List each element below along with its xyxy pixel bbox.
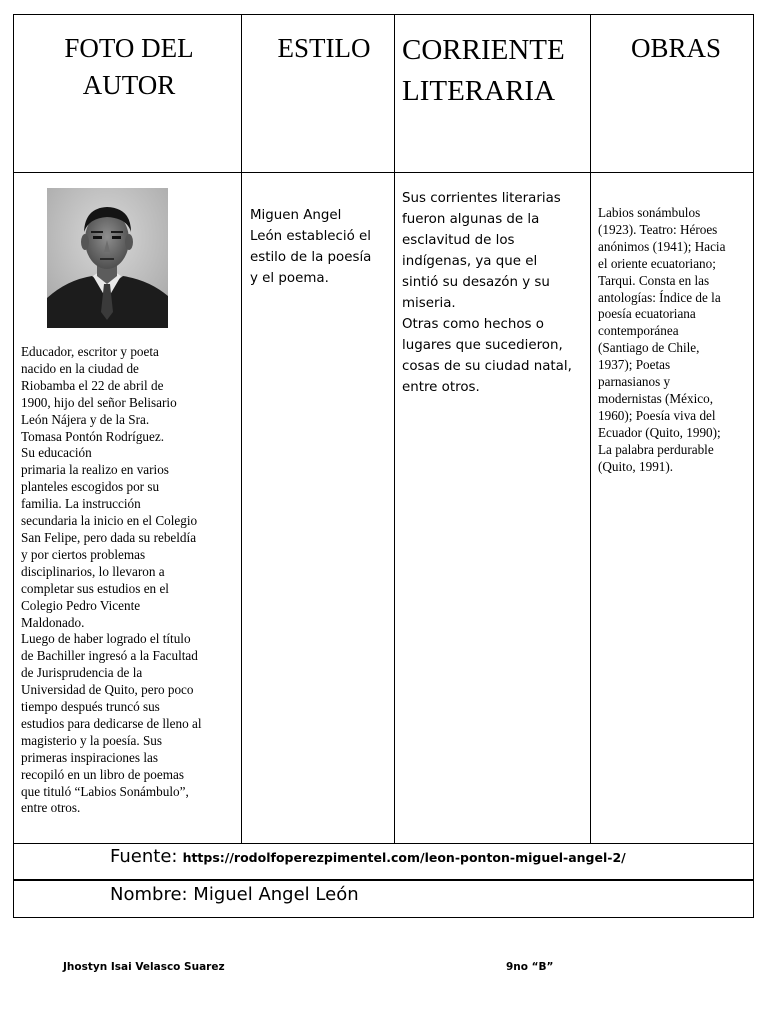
row-divider (14, 879, 753, 881)
column-divider (241, 15, 242, 843)
student-name: Jhostyn Isai Velasco Suarez (63, 961, 225, 973)
author-portrait-image (47, 188, 168, 328)
estilo-description: Miguen Angel León estableció el estilo de la poesía y el poema. (250, 208, 372, 286)
column-divider (590, 15, 591, 843)
header-corriente-literaria: CORRIENTE LITERARIA (402, 34, 565, 107)
source-link[interactable]: https://rodolfoperezpimentel.com/leon-ponton-miguel-angel-2/ (182, 850, 626, 865)
header-estilo: ESTILO (277, 33, 371, 63)
row-divider (14, 172, 753, 173)
author-name: Nombre: Miguel Angel León (110, 884, 359, 905)
obras-list: Labios sonámbulos (1923). Teatro: Héroes anónimos (1941); Hacia el oriente ecuatoriano; Tarqui. Consta en las antologías: Índice de la poesía ecuatoriana contemporánea (Santiago de Chile, 1937); Poetas parnasianos y modernistas (México, 1960); Poesía viva del Ecuador (Quito, 1990); La palabra perdurable (Quito, 1991). (598, 205, 726, 474)
column-divider (394, 15, 395, 843)
header-foto-del-autor: FOTO DEL AUTOR (64, 33, 194, 100)
author-biography: Educador, escritor y poeta nacido en la ciudad de Riobamba el 22 de abril de 1900, hijo del señor Belisario León Nájera y de la Sra. Tomasa Pontón Rodríguez. Su educación primaria la realizo en varios planteles escogidos por su familia. La instrucción secundaria la inicio en el Colegio San Felipe, pero dada su rebeldía y por ciertos problemas disciplinarios, lo llevaron a completar sus estudios en el Colegio Pedro Vicente Maldonado. Luego de haber logrado el título de Bachiller ingresó a la Facultad de Jurisprudencia de la Universidad de Quito, pero poco tiempo después truncó sus estudios para dedicarse de lleno al magisterio y la poesía. Sus primeras inspiraciones las recopiló en un libro de poemas que tituló “Labios Sonámbulo”, entre otros. (21, 344, 202, 816)
author-photo (47, 188, 168, 328)
source-row (110, 846, 626, 867)
source-label: Fuente: (110, 846, 178, 867)
corriente-description: Sus corrientes literarias fueron algunas de la esclavitud de los indígenas, ya que el sintió su desazón y su miseria. Otras como hechos o lugares que sucedieron, cosas de su ciudad natal, entre otros. (402, 191, 572, 395)
header-obras: OBRAS (630, 33, 722, 63)
student-grade: 9no “B” (506, 961, 554, 973)
row-divider (14, 843, 753, 844)
